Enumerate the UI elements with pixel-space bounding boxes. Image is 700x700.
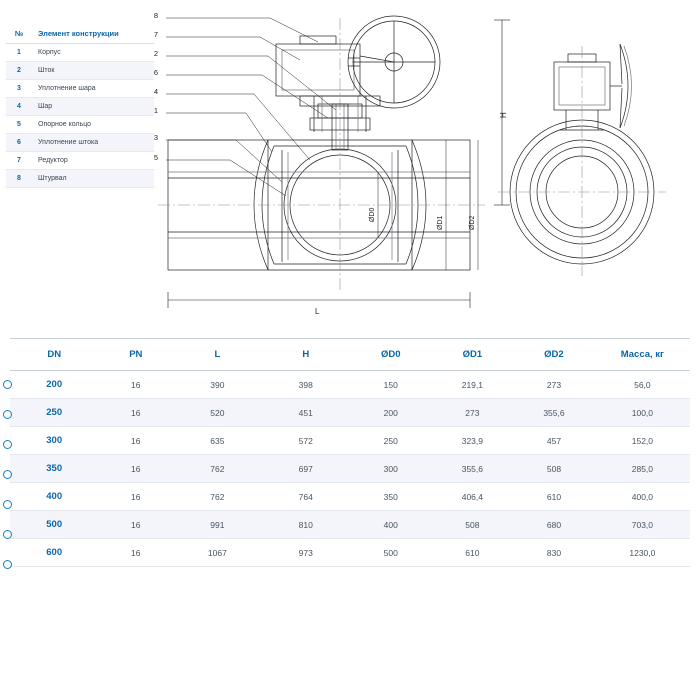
leader-1b [246, 113, 272, 152]
leader-8b [270, 18, 318, 42]
specifications-table [10, 338, 690, 567]
cell-l: 390 [173, 371, 261, 399]
cell-dn: 350 [10, 455, 98, 483]
table-row [6, 62, 154, 80]
valve-technical-drawing [150, 0, 700, 330]
cell-pn: 16 [98, 399, 173, 427]
part-name: Шар [32, 98, 154, 116]
cell-h: 572 [262, 427, 350, 455]
cell-h: 810 [262, 511, 350, 539]
handwheel-spoke-d [360, 56, 394, 62]
cell-d2: 355,6 [513, 399, 595, 427]
leader-label-2: 2 [153, 49, 158, 58]
cell-mass: 703,0 [595, 511, 690, 539]
cell-d0: 350 [350, 483, 432, 511]
cell-pn: 16 [98, 483, 173, 511]
cell-pn: 16 [98, 371, 173, 399]
cell-d1: 406,4 [432, 483, 514, 511]
table-row [10, 511, 690, 539]
cell-mass: 1230,0 [595, 539, 690, 567]
dim-L-label: L [315, 307, 320, 316]
side-handwheel-spoke-bottom [620, 88, 622, 128]
cell-dn: 400 [10, 483, 98, 511]
cell-l: 1067 [173, 539, 261, 567]
cell-h: 764 [262, 483, 350, 511]
cell-pn: 16 [98, 511, 173, 539]
parts-legend-header-num: № [6, 24, 32, 44]
spec-header-d1: ØD1 [432, 339, 514, 371]
leader-7b [260, 37, 300, 60]
leader-label-1: 1 [153, 106, 158, 115]
table-row [6, 152, 154, 170]
table-row [6, 116, 154, 134]
table-row [6, 170, 154, 188]
part-number: 8 [6, 170, 32, 188]
cell-h: 398 [262, 371, 350, 399]
cell-d1: 273 [432, 399, 514, 427]
cell-d1: 610 [432, 539, 514, 567]
gearbox-top-cap [300, 36, 336, 44]
cell-dn: 300 [10, 427, 98, 455]
row-marker-500[interactable] [3, 530, 12, 539]
cell-mass: 56,0 [595, 371, 690, 399]
cell-d2: 830 [513, 539, 595, 567]
table-row [6, 44, 154, 62]
row-marker-600[interactable] [3, 560, 12, 569]
spec-header-mass: Масса, кг [595, 339, 690, 371]
cell-dn: 600 [10, 539, 98, 567]
part-number: 6 [6, 134, 32, 152]
leader-label-7: 7 [153, 30, 158, 39]
spec-header-dn: DN [10, 339, 98, 371]
cell-l: 520 [173, 399, 261, 427]
spec-header-h: H [262, 339, 350, 371]
leader-label-8: 8 [153, 11, 158, 20]
parts-legend-header-row [6, 24, 154, 44]
cell-d2: 508 [513, 455, 595, 483]
dim-D1-label: ØD1 [437, 215, 444, 230]
dim-D2-label: ØD2 [469, 215, 476, 230]
cell-d0: 300 [350, 455, 432, 483]
leader-label-6: 6 [153, 68, 158, 77]
row-marker-200[interactable] [3, 380, 12, 389]
table-row [10, 399, 690, 427]
cell-d0: 500 [350, 539, 432, 567]
table-row [10, 539, 690, 567]
cell-pn: 16 [98, 455, 173, 483]
part-name: Опорное кольцо [32, 116, 154, 134]
part-name: Уплотнение штока [32, 134, 154, 152]
drawing-svg [150, 0, 700, 330]
cell-mass: 285,0 [595, 455, 690, 483]
cell-d0: 200 [350, 399, 432, 427]
cell-h: 973 [262, 539, 350, 567]
part-number: 4 [6, 98, 32, 116]
table-row [10, 483, 690, 511]
row-marker-300[interactable] [3, 440, 12, 449]
cell-l: 762 [173, 455, 261, 483]
cell-d0: 150 [350, 371, 432, 399]
cell-d0: 400 [350, 511, 432, 539]
cell-l: 635 [173, 427, 261, 455]
part-name: Редуктор [32, 152, 154, 170]
cell-d0: 250 [350, 427, 432, 455]
side-handwheel-spoke-top [620, 44, 622, 84]
cell-d2: 273 [513, 371, 595, 399]
cell-dn: 250 [10, 399, 98, 427]
parts-legend-table [6, 24, 154, 188]
cell-l: 991 [173, 511, 261, 539]
dim-H-label: H [499, 112, 508, 118]
table-row [6, 80, 154, 98]
table-row [10, 455, 690, 483]
cell-d2: 457 [513, 427, 595, 455]
row-marker-250[interactable] [3, 410, 12, 419]
part-number: 7 [6, 152, 32, 170]
spec-header-pn: PN [98, 339, 173, 371]
part-name: Шток [32, 62, 154, 80]
leader-label-5: 5 [153, 153, 158, 162]
cell-mass: 400,0 [595, 483, 690, 511]
part-number: 2 [6, 62, 32, 80]
cell-h: 697 [262, 455, 350, 483]
part-name: Уплотнение шара [32, 80, 154, 98]
table-row [6, 98, 154, 116]
dim-D0-label: ØD0 [369, 207, 376, 222]
parts-legend-header-name: Элемент конструкции [32, 24, 154, 44]
part-name: Корпус [32, 44, 154, 62]
cell-d1: 323,9 [432, 427, 514, 455]
part-number: 5 [6, 116, 32, 134]
cell-pn: 16 [98, 427, 173, 455]
cell-dn: 500 [10, 511, 98, 539]
table-row [6, 134, 154, 152]
cell-d1: 219,1 [432, 371, 514, 399]
part-number: 1 [6, 44, 32, 62]
specifications-section [0, 338, 700, 567]
cell-h: 451 [262, 399, 350, 427]
spec-header-d2: ØD2 [513, 339, 595, 371]
cell-l: 762 [173, 483, 261, 511]
leader-6b [262, 75, 328, 118]
row-marker-350[interactable] [3, 470, 12, 479]
leader-label-4: 4 [153, 87, 158, 96]
table-row [10, 427, 690, 455]
spec-header-d0: ØD0 [350, 339, 432, 371]
gearbox-housing [276, 44, 360, 96]
cell-dn: 200 [10, 371, 98, 399]
cell-pn: 16 [98, 539, 173, 567]
part-number: 3 [6, 80, 32, 98]
spec-header-row [10, 339, 690, 371]
table-row [10, 371, 690, 399]
cell-d1: 508 [432, 511, 514, 539]
cell-mass: 152,0 [595, 427, 690, 455]
part-name: Штурвал [32, 170, 154, 188]
cell-d2: 680 [513, 511, 595, 539]
cell-mass: 100,0 [595, 399, 690, 427]
cell-d2: 610 [513, 483, 595, 511]
leader-2b [268, 56, 336, 110]
row-marker-400[interactable] [3, 500, 12, 509]
leader-label-3: 3 [153, 133, 158, 142]
cell-d1: 355,6 [432, 455, 514, 483]
spec-header-l: L [173, 339, 261, 371]
